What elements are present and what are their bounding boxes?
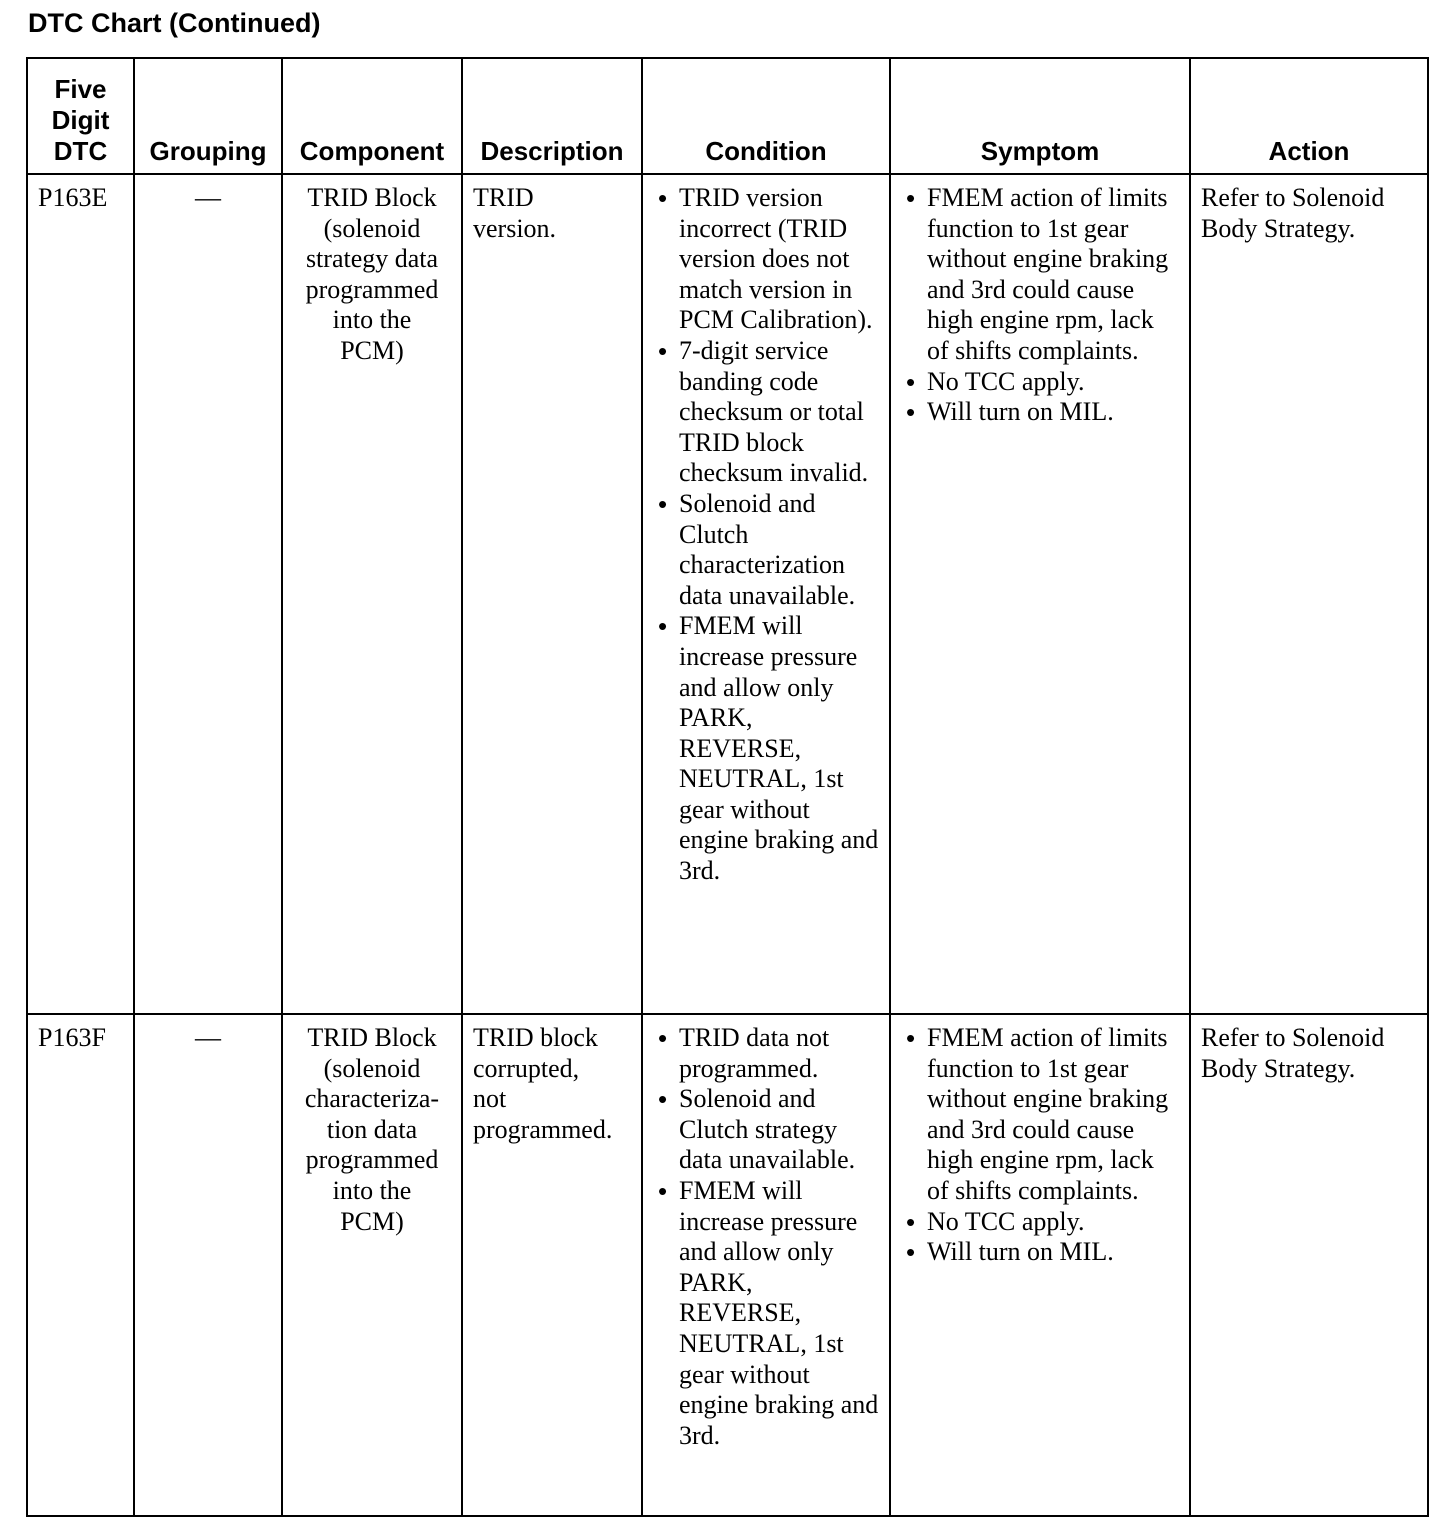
dtc-code-cell: P163F — [27, 1014, 134, 1516]
header-component: Component — [282, 58, 462, 174]
description-cell: TRID block corrupted, not programmed. — [462, 1014, 642, 1516]
header-symptom: Symptom — [890, 58, 1190, 174]
condition-list — [653, 1023, 879, 1451]
component-cell: TRID Block (solenoid characteriza- tion data programmed into the PCM) — [282, 1014, 462, 1516]
symptom-cell — [890, 174, 1190, 1014]
list-item: • FMEM will increase pressure and allow only PARK, REVERSE, NEUTRAL, 1st gear without engine braking and 3rd. — [653, 1176, 879, 1451]
header-row — [27, 58, 1428, 174]
list-item: • Will turn on MIL. — [901, 1237, 1179, 1268]
action-cell: Refer to Solenoid Body Strategy. — [1190, 174, 1428, 1014]
symptom-cell — [890, 1014, 1190, 1516]
action-cell: Refer to Solenoid Body Strategy. — [1190, 1014, 1428, 1516]
list-item: • No TCC apply. — [901, 1207, 1179, 1238]
list-item: • Solenoid and Clutch strategy data unavailable. — [653, 1084, 879, 1176]
list-item: • FMEM action of limits function to 1st gear without engine braking and 3rd could cause high engine rpm, lack of shifts complaints. — [901, 1023, 1179, 1207]
symptom-list — [901, 183, 1179, 428]
list-item: • TRID data not programmed. — [653, 1023, 879, 1084]
page-title: DTC Chart (Continued) — [28, 8, 321, 38]
table-row — [27, 174, 1428, 1014]
header-condition: Condition — [642, 58, 890, 174]
list-item: • Solenoid and Clutch characterization data unavailable. — [653, 489, 879, 611]
list-item: • No TCC apply. — [901, 367, 1179, 398]
grouping-cell: — — [134, 1014, 282, 1516]
grouping-cell: — — [134, 174, 282, 1014]
component-cell: TRID Block (solenoid strategy data programmed into the PCM) — [282, 174, 462, 1014]
description-cell: TRID version. — [462, 174, 642, 1014]
condition-cell — [642, 1014, 890, 1516]
list-item: • 7-digit service banding code checksum or total TRID block checksum invalid. — [653, 336, 879, 489]
dtc-code-cell: P163E — [27, 174, 134, 1014]
condition-cell — [642, 174, 890, 1014]
list-item: • FMEM action of limits function to 1st gear without engine braking and 3rd could cause high engine rpm, lack of shifts complaints. — [901, 183, 1179, 367]
table-row — [27, 1014, 1428, 1516]
header-action: Action — [1190, 58, 1428, 174]
header-five-digit-dtc: Five Digit DTC — [27, 58, 134, 174]
dtc-table — [26, 57, 1429, 1517]
header-description: Description — [462, 58, 642, 174]
header-grouping: Grouping — [134, 58, 282, 174]
list-item: • FMEM will increase pressure and allow only PARK, REVERSE, NEUTRAL, 1st gear without engine braking and 3rd. — [653, 611, 879, 886]
symptom-list — [901, 1023, 1179, 1268]
list-item: • TRID version incorrect (TRID version does not match version in PCM Calibration). — [653, 183, 879, 336]
list-item: • Will turn on MIL. — [901, 397, 1179, 428]
condition-list — [653, 183, 879, 887]
